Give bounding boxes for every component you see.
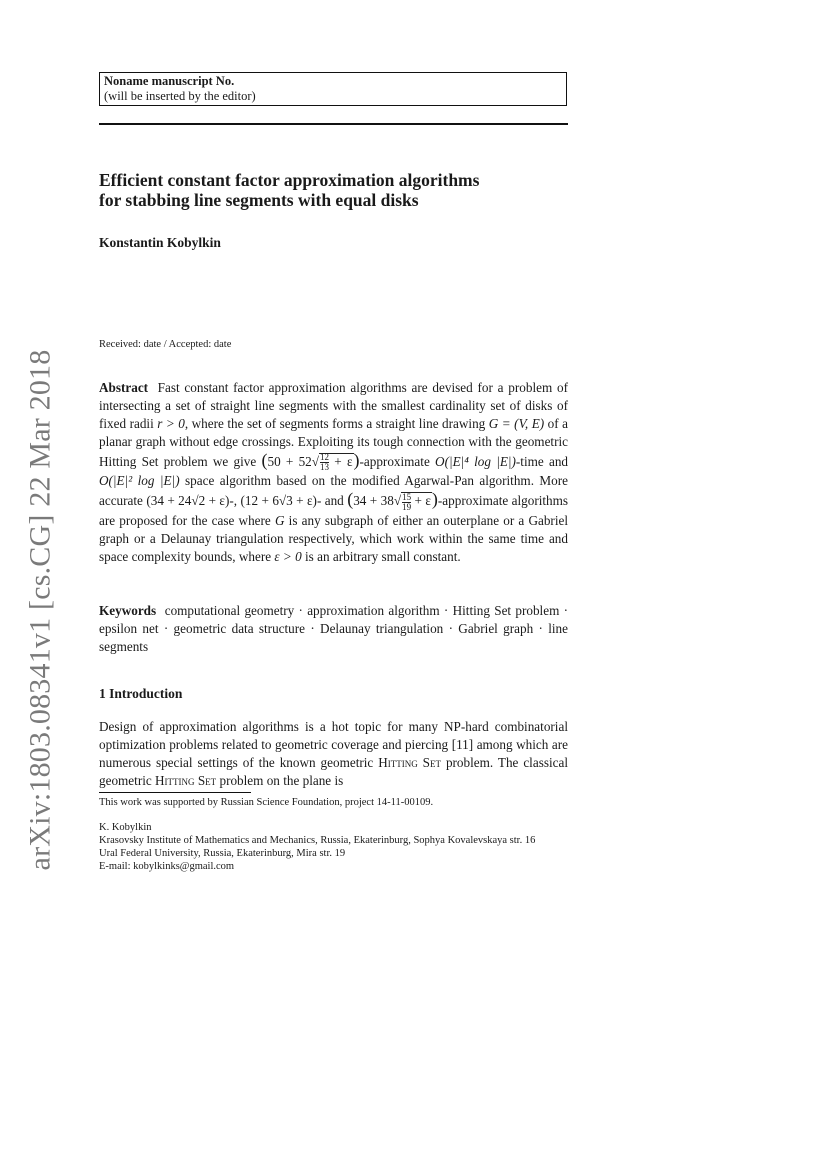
smallcaps-term: Hitting Set: [155, 773, 217, 788]
abstract-text: - and: [316, 493, 348, 509]
affiliation-name: K. Kobylkin: [99, 822, 152, 833]
keywords: [99, 602, 568, 656]
math-eps-cond: ε > 0: [274, 548, 302, 564]
manuscript-editor-note: (will be inserted by the editor): [104, 89, 256, 103]
math-space: O(|E|² log |E|): [99, 473, 180, 489]
footnote-rule: [99, 792, 251, 793]
abstract-text: -approximate algorithms are proposed for the case where: [99, 493, 569, 528]
math-r: r > 0: [157, 416, 185, 431]
abstract-text: , where the set of segments forms a straight line drawing: [184, 416, 489, 431]
math-bound-3: (12 + 6√3 + ε): [240, 493, 317, 509]
math-eps: + ε: [334, 454, 353, 469]
arxiv-stamp: [20, 330, 60, 890]
frac-num: 15: [402, 491, 412, 502]
introduction-text: [99, 718, 568, 790]
received-date: Received: date / Accepted: date: [99, 339, 232, 350]
frac-den: 19: [402, 501, 412, 512]
header-rule: [99, 123, 568, 125]
frac-den: 13: [320, 462, 330, 473]
manuscript-box: [99, 72, 567, 106]
abstract-text: -approximate: [359, 454, 436, 469]
affiliation-address-1: Krasovsky Institute of Mathematics and Mechanics, Russia, Ekaterinburg, Sophya Kovalevskaya str. 16: [99, 835, 536, 846]
title-line-1: Efficient constant factor approximation algorithms: [99, 170, 480, 190]
abstract-label: Abstract: [99, 380, 149, 395]
math-eps: + ε: [414, 493, 431, 509]
keywords-text: computational geometry · approximation algorithm · Hitting Set problem · epsilon net · geometric data structure · Delaunay triangulation · Gabriel graph · line segments: [99, 603, 568, 654]
math-time: O(|E|⁴ log |E|): [435, 454, 516, 469]
affiliation-email[interactable]: E-mail: kobylkinks@gmail.com: [99, 861, 235, 872]
abstract-text: Fast constant factor approximation algorithms are devised for a problem of intersecting a set of straight line segments with the smallest cardinality set of disks of fixed radii: [99, 380, 568, 431]
title-line-2: for stabbing line segments with equal disks: [99, 190, 419, 210]
paper-title: [99, 170, 569, 210]
author-name: Konstantin Kobylkin: [99, 235, 221, 250]
intro-text: Design of approximation algorithms is a hot topic for many NP-hard combinatorial optimization problems related to geometric coverage and piercing [11] among which are numerous special settings of the known geometric: [99, 719, 568, 770]
intro-text: problem on the plane is: [216, 773, 344, 788]
keywords-label: Keywords: [99, 603, 157, 618]
math-graph: G = (V, E): [488, 416, 545, 431]
funding-footnote: This work was supported by Russian Science Foundation, project 14-11-00109.: [99, 797, 434, 808]
math-bound-4: 34 + 38: [353, 493, 394, 509]
math-bound-1: 50 + 52: [267, 454, 312, 469]
abstract: Abstract Fast constant factor approximation algorithms are devised for a problem of intersecting a set of straight line segments with the smallest cardinality set of disks of fixed radii r > 0, where the set of segments forms a straight line drawing G = (V, E) of a planar graph without edge crossings. Exploiting its tough connection with the geometric Hitting Set problem we give (50 + 52√ $\frac{12}{13}$ + ε)-approximate O(|E|⁴ log |E|)-time and O(|E|² log |E|) space algorithm based on the modified Agarwal-Pan algorithm. More accurate (34 + 24√2 + ε)-, (12 + 6√3 + ε)- and (34 + 38√ $\frac{15}{19}$ + ε)-approximate algorithms are proposed for the case where G is any subgraph of either an outerplane or a Gabriel graph or a Delaunay triangulation respectively, which work within the same time and space complexity bounds, where ε > 0 is an arbitrary small constant.: [99, 380, 569, 564]
abstract-text: of a planar graph without edge crossings. Exploiting its tough connection with the geometric Hitting Set problem we give: [99, 416, 568, 469]
manuscript-number: Noname manuscript No.: [104, 74, 235, 88]
abstract-text: is any subgraph of either an outerplane or a Gabriel graph or a Delaunay triangulation respectively, which work within the same time and space complexity bounds, where: [99, 512, 569, 564]
abstract-text: is an arbitrary small constant.: [301, 548, 461, 564]
intro-text: problem. The classical geometric: [99, 755, 568, 788]
author-affiliation: [99, 821, 568, 873]
abstract-text: space algorithm based on the modified Agarwal-Pan algorithm. More accurate: [99, 473, 568, 509]
math-g: G: [274, 512, 285, 528]
affiliation-address-2: Ural Federal University, Russia, Ekaterinburg, Mira str. 19: [99, 848, 346, 859]
abstract-text: -,: [229, 493, 241, 509]
abstract-text: -time and: [515, 454, 569, 469]
math-bound-2: (34 + 24√2 + ε): [146, 493, 230, 509]
arxiv-stamp-text: arXiv:1803.08341v1 [cs.CG] 22 Mar 2018: [23, 349, 56, 871]
frac-num: 12: [320, 452, 330, 463]
section-heading: 1 Introduction: [99, 686, 183, 701]
smallcaps-term: Hitting Set: [378, 755, 441, 770]
